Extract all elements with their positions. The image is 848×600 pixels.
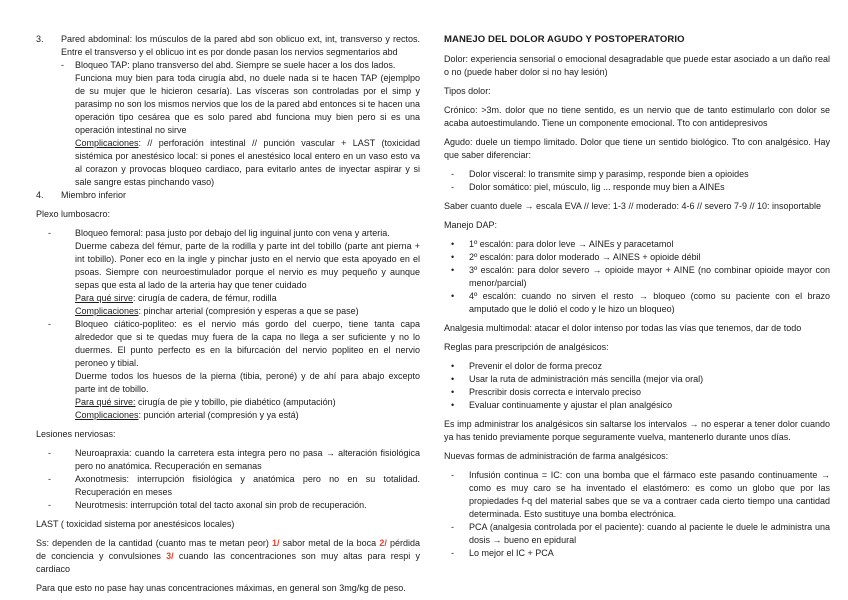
bullet-marker: • <box>451 400 455 410</box>
lesion-axonotmesis: Axonotmesis: interrupción fisiológica y anatómica pero no en su totalidad. Recuperación en meses <box>75 474 420 497</box>
bullet-marker: • <box>451 265 455 275</box>
plexo-title: Plexo lumbosacro: <box>36 209 111 219</box>
list-item <box>451 469 830 521</box>
symptom-number-3: 3/ <box>166 551 174 561</box>
list-item <box>451 521 830 547</box>
dash-marker: - <box>48 474 51 484</box>
item-3-text: Pared abdominal: los músculos de la pared abd son oblicuo ext, int, transverso y rectos. Entre el transverso y el oblicuo int es por donde pasan los nervios segmentarios abd <box>61 34 420 57</box>
list-item <box>451 238 830 251</box>
reglas-list <box>451 360 830 412</box>
complications-label: Complicaciones <box>75 138 139 148</box>
uses-text: : cirugía de cadera, de fémur, rodilla <box>133 293 277 303</box>
complications-label: Complicaciones <box>75 410 139 420</box>
bullet-marker: • <box>451 361 455 371</box>
complications-text: : punción arterial (compresión y ya está) <box>138 410 299 420</box>
list-item <box>451 251 830 264</box>
uses-label: Para qué sirve <box>75 293 134 303</box>
list-item <box>451 168 830 181</box>
dash-marker: - <box>451 470 454 480</box>
dash-marker: - <box>451 169 454 179</box>
dash-marker: - <box>48 228 51 238</box>
list-item <box>451 360 830 373</box>
para-intervalos: Es imp administrar los analgésicos sin saltarse los intervalos → no esperar a tener dolor cuando ya has tenido previamente porque seguramente vuelva, mantenerlo durante unos días. <box>444 419 830 442</box>
dash-marker: - <box>48 319 51 329</box>
right-column <box>444 33 830 566</box>
section-heading: MANEJO DEL DOLOR AGUDO Y POSTOPERATORIO <box>444 34 685 45</box>
symptoms-text: Ss: dependen de la cantidad (cuanto mas te metan peor) <box>36 538 272 548</box>
lesiones-title: Lesiones nerviosas: <box>36 429 116 439</box>
symptoms-text: cuando las concentraciones son muy altas para respi y cardiaco <box>36 551 421 574</box>
para-dolor-cronico: Crónico: >3m. dolor que no tiene sentido, es un nervio que de tanto estimularlo con dolor se acaba autoestimulando. Tiene un componente emocional. Tto con antidepresivos <box>444 105 830 128</box>
para-dolor-definition: Dolor: experiencia sensorial o emocional desagradable que puede estar asociado a un daño real o no (puede haber dolor si no hay lesión) <box>444 54 830 77</box>
femoral-body: Duerme cabeza del fémur, parte de la rodilla y parte int del tobillo (parte ant pierna + int tobillo). Poner eco en la ingle y pinchar justo en el nervio que esta apoyado en el psoas. Siempre con neuroestimulador porque el nervio es muy pequeño y aunque sepas que esta al lado de la arteria hay que tener cuidado <box>75 241 420 290</box>
regla-4: Evaluar continuamente y ajustar el plan analgésico <box>469 400 673 410</box>
bullet-marker: • <box>451 239 455 249</box>
femoral-uses <box>75 292 420 305</box>
symptoms-text: pérdida de conciencia y convulsiones <box>36 538 420 561</box>
ciatico-item <box>48 318 420 422</box>
dash-marker: - <box>48 500 51 510</box>
item-4-text: Miembro inferior <box>61 190 127 200</box>
ciatico-body: Duerme todos los huesos de la pierna (tibia, peroné) y de ahí para abajo excepto parte int de tobillo. <box>75 371 420 394</box>
dolor-somatico: Dolor somático: piel, músculo, lig ... responde muy bien a AINEs <box>469 182 725 192</box>
list-item <box>48 473 420 499</box>
list-item <box>451 386 830 399</box>
femoral-item <box>48 227 420 318</box>
bullet-marker: • <box>451 387 455 397</box>
lesion-neuroapraxia: Neuroapraxia: cuando la carretera esta integra pero no pasa → alteración fisiológica pero no anatómica. Recuperación en semanas <box>75 448 420 471</box>
para-reglas-title: Reglas para prescripción de analgésicos: <box>444 342 609 352</box>
para-nuevas-formas: Nuevas formas de administración de farma analgésicos: <box>444 451 669 461</box>
escalon-1: 1º escalón: para dolor leve → AINEs y paracetamol <box>469 239 674 249</box>
para-manejo-dap: Manejo DAP: <box>444 220 498 230</box>
dash-marker: - <box>451 182 454 192</box>
symptom-number-2: 2/ <box>379 538 387 548</box>
ciatico-uses <box>75 396 420 409</box>
complications-label: Complicaciones <box>75 306 139 316</box>
left-column <box>36 33 420 600</box>
list-item <box>451 399 830 412</box>
bullet-marker: • <box>451 252 455 262</box>
infusion-continua: Infusión continua = IC: con una bomba que el fármaco este pasando continuamente → como es muy caro se ha inventado el elastómero: es como un globo que por las propiedades f-q del material sabes que se va a contraer cada cierto tiempo una cantidad determinada. Esto sustituye una bomba electrónica. <box>469 470 830 519</box>
list-item <box>451 181 830 194</box>
uses-label: Para qué sirve: <box>75 397 136 407</box>
regla-1: Prevenir el dolor de forma precoz <box>469 361 603 371</box>
dash-marker: - <box>451 522 454 532</box>
ciatico-intro: Bloqueo ciático-popliteo: es el nervio más gordo del cuerpo, tiene tanta capa alrededor que si te quedas muy fuera de la capa no llega a ser suficiente y no lo duermes. El punto perfecto es en la bifurcación del nervio popliteo en el nervio peroneo y tibial. <box>75 319 420 368</box>
femoral-intro: Bloqueo femoral: pasa justo por debajo del lig inguinal junto con vena y arteria. <box>75 228 390 238</box>
tipos-dolor-list <box>451 168 830 194</box>
regla-3: Prescribir dosis correcta e intervalo preciso <box>469 387 642 397</box>
list-item <box>451 373 830 386</box>
list-item <box>451 290 830 316</box>
numbered-item-4 <box>36 189 420 202</box>
plexo-list <box>48 227 420 422</box>
para-escala-eva: Saber cuanto duele → escala EVA // leve: 1-3 // moderado: 4-6 // severo 7-9 // 10: insoportable <box>444 201 822 211</box>
escalon-4: 4º escalón: cuando no sirven el resto → bloqueo (como su paciente con el brazo amputado que le dolió el codo y le hizo un bloqueo) <box>469 291 830 314</box>
max-concentration-text: Para que esto no pase hay unas concentraciones máximas, en general son 3mg/kg de peso. <box>36 583 406 593</box>
list-item <box>451 264 830 290</box>
ciatico-complications <box>75 409 420 422</box>
last-title: LAST ( toxicidad sistema por anestésicos locales) <box>36 519 235 529</box>
escalones-list <box>451 238 830 316</box>
ic-plus-pca: Lo mejor el IC + PCA <box>469 548 554 558</box>
uses-text: cirugía de pie y tobillo, pie diabético (amputación) <box>135 397 336 407</box>
para-analgesia-multimodal: Analgesia multimodal: atacar el dolor intenso por todas las vías que tenemos, dar de todo <box>444 323 802 333</box>
symptoms-text: sabor metal de la boca <box>279 538 380 548</box>
dolor-visceral: Dolor visceral: lo transmite simp y parasimp, responde bien a opioides <box>469 169 749 179</box>
tap-intro: Bloqueo TAP: plano transverso del abd. Siempre se suele hacer a los dos lados. <box>75 60 396 70</box>
lesion-neurotmesis: Neurotmesis: interrupción total del tacto axonal sin prob de recuperación. <box>75 500 367 510</box>
item-4-number: 4. <box>36 190 44 200</box>
escalon-3: 3º escalón: para dolor severo → opioide mayor + AINE (no combinar opioide mayor con menor/parcial) <box>469 265 830 288</box>
regla-2: Usar la ruta de administración más sencilla (mejor via oral) <box>469 374 704 384</box>
nuevas-formas-list <box>451 469 830 560</box>
bullet-marker: • <box>451 291 455 301</box>
tap-block <box>61 59 420 189</box>
dash-marker: - <box>48 448 51 458</box>
list-item <box>48 499 420 512</box>
list-item <box>451 547 830 560</box>
numbered-item-3 <box>36 33 420 189</box>
complications-text: : // perforación intestinal // punción vascular + LAST (toxicidad sistémica por anestésico local: si pones el anestésico local entero en un vaso esto va al corazon y provocas bloqueo cardiaco, para evitarlo antes de inyectar aspirar y si sale sangre estas pinchando vaso) <box>75 138 420 187</box>
femoral-complications <box>75 305 420 318</box>
dash-marker: - <box>451 548 454 558</box>
last-symptoms <box>36 537 420 576</box>
lesiones-list <box>48 447 420 512</box>
dash-marker: - <box>61 60 64 70</box>
tap-body: Funciona muy bien para toda cirugía abd, no duele nada si te hacen TAP (ejemplpo de su mujer que le hicieron cesaría). Las vísceras son controladas por el simp y parasimp no son los mismos nervios que los de la pared abd entonces si te hacen una operación tipo cesárea que es solo pared abd funciona muy bien pero si es una operación intestinal no sirve <box>75 73 420 135</box>
complications-text: : pinchar arterial (compresión y esperas a que se pase) <box>138 306 359 316</box>
para-tipos-dolor: Tipos dolor: <box>444 86 491 96</box>
symptom-number-1: 1/ <box>271 538 280 548</box>
item-3-number: 3. <box>36 34 44 44</box>
tap-complications <box>75 137 420 189</box>
para-dolor-agudo: Agudo: duele un tiempo limitado. Dolor que tiene un sentido biológico. Tto con analgésico. Hay que saber diferenciar: <box>444 137 830 160</box>
bullet-marker: • <box>451 374 455 384</box>
escalon-2: 2º escalón: para dolor moderado → AINES + opioide débil <box>469 252 701 262</box>
pca: PCA (analgesia controlada por el paciente): cuando al paciente le duele le administra una dosis → bueno en epidural <box>469 522 830 545</box>
list-item <box>48 447 420 473</box>
